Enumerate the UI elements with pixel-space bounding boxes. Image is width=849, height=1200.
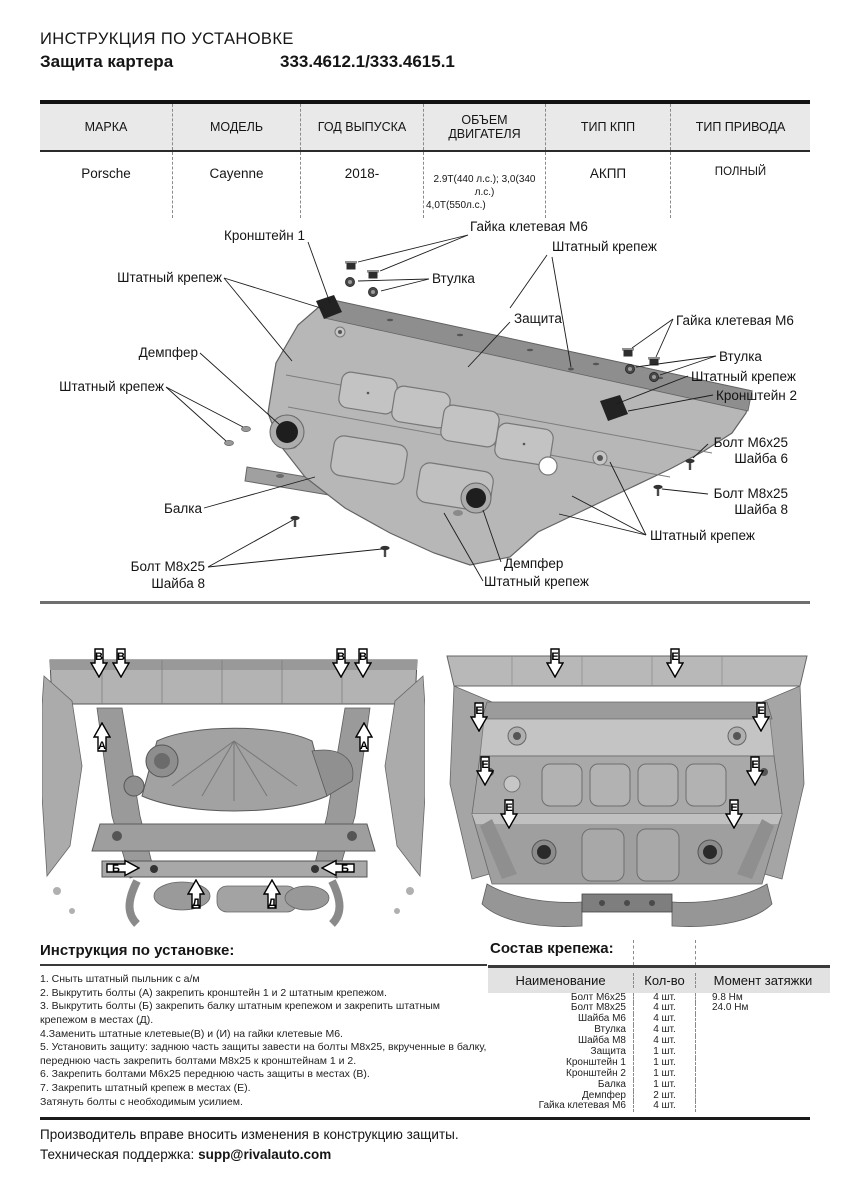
kit-name-cell: Втулка xyxy=(594,1024,626,1036)
bolt-icon xyxy=(380,546,389,557)
marker-letter: Б xyxy=(112,863,120,875)
cage-nut-icon xyxy=(345,261,357,270)
kit-qty-cell: 1 шт. xyxy=(633,1047,695,1058)
marker-letter: В xyxy=(95,651,103,663)
marker-letter: А xyxy=(98,740,106,752)
instruction-step: 1. Сныть штатный пыльник с а/м xyxy=(40,973,200,985)
kit-heading: Состав крепежа: xyxy=(490,940,614,957)
part-numbers: 333.4612.1/333.4615.1 xyxy=(280,52,455,71)
label-bolt-m8x25-left: Болт М8х25 xyxy=(130,559,205,574)
label-shayba-6-right: Шайба 6 xyxy=(734,451,788,466)
kit-qty-cell: 4 шт. xyxy=(633,993,695,1004)
kit-qty-cell: 4 шт. xyxy=(633,1014,695,1025)
kit-title-spacer xyxy=(695,940,830,965)
marker-letter: Е xyxy=(671,651,679,663)
underbody-stock-render xyxy=(42,646,425,928)
marker-letter: В xyxy=(359,651,367,663)
engine-line-2: 4,0Т(550л.с.) xyxy=(426,199,486,211)
kit-torque-cell: 24.0 Нм xyxy=(695,1003,830,1014)
kit-torque-cell xyxy=(695,1101,830,1112)
bushing-icon xyxy=(368,287,377,296)
footer-note: Производитель вправе вносить изменения в конструкцию защиты. xyxy=(40,1127,459,1142)
marker-e-arrow xyxy=(725,799,743,829)
kit-torque-cell: 9.8 Нм xyxy=(695,993,830,1004)
instructions-steps xyxy=(40,973,487,1109)
col-engine: ОБЪЕМ ДВИГАТЕЛЯ xyxy=(423,104,545,150)
instruction-step: Затянуть болты с необходимым усилием. xyxy=(40,1095,243,1108)
kit-name-cell: Балка xyxy=(597,1078,626,1090)
col-transmission: ТИП КПП xyxy=(545,104,670,150)
label-shtatny-right-upper: Штатный крепеж xyxy=(691,369,796,384)
kit-row xyxy=(488,1080,830,1091)
instruction-step: 2. Выкрутить болты (А) закрепить кронштейн 1 и 2 штатным крепежом. xyxy=(40,986,387,999)
marker-letter: А xyxy=(360,740,368,752)
kit-row xyxy=(488,1101,830,1112)
label-shtatny-bottom: Штатный крепеж xyxy=(484,574,589,589)
marker-letter: Е xyxy=(551,651,559,663)
marker-v-arrow xyxy=(90,648,108,678)
marker-letter: Е xyxy=(481,759,489,771)
bolt-icon xyxy=(685,459,694,470)
marker-letter: Д xyxy=(268,897,276,909)
support-label: Техническая поддержка: xyxy=(40,1146,195,1162)
marker-letter: Е xyxy=(757,705,765,717)
label-shtatny-left-lower: Штатный крепеж xyxy=(59,379,164,394)
product-name: Защита картера xyxy=(40,52,174,71)
marker-e-arrow xyxy=(666,648,684,678)
bolt-icon xyxy=(290,516,299,527)
bushing-icon xyxy=(625,364,634,373)
instructions-heading: Инструкция по установке: xyxy=(40,942,487,966)
label-shtatny-right-lower: Штатный крепеж xyxy=(650,528,755,543)
kit-torque-cell xyxy=(695,1091,830,1102)
support-email: supp@rivalauto.com xyxy=(198,1146,332,1162)
marker-letter: Е xyxy=(505,802,513,814)
vehicle-table-header xyxy=(40,104,810,152)
kit-torque-cell xyxy=(695,1025,830,1036)
kit-qty-cell: 1 шт. xyxy=(633,1058,695,1069)
marker-e-arrow xyxy=(746,756,764,786)
instruction-step: 6. Закрепить болтами М6х25 переднюю часть защиты в местах (В). xyxy=(40,1068,370,1081)
marker-e-arrow xyxy=(470,702,488,732)
cell-model: Cayenne xyxy=(172,152,300,218)
col-model: МОДЕЛЬ xyxy=(172,104,300,150)
installation-instructions xyxy=(40,942,487,1109)
exploded-diagram xyxy=(40,215,810,607)
kit-name-cell: Гайка клетевая М6 xyxy=(538,1100,626,1112)
cell-transmission: АКПП xyxy=(545,152,670,218)
cell-year: 2018- xyxy=(300,152,423,218)
label-kronshteyn-2: Кронштейн 2 xyxy=(716,388,797,403)
kit-name-cell: Защита xyxy=(590,1045,626,1057)
marker-v-arrow xyxy=(332,648,350,678)
label-shtatny-left-upper: Штатный крепеж xyxy=(117,270,222,285)
instruction-step: 7. Закрепить штатный крепеж в местах (Е). xyxy=(40,1082,251,1095)
marker-d-arrow xyxy=(263,879,281,909)
kit-torque-cell xyxy=(695,1014,830,1025)
label-zashchita: Защита xyxy=(514,311,562,326)
label-shayba-8-right: Шайба 8 xyxy=(734,502,788,517)
col-brand: МАРКА xyxy=(84,119,128,134)
kit-torque-cell xyxy=(695,1047,830,1058)
label-bolt-m8x25-right: Болт М8х25 xyxy=(713,486,788,501)
cell-engine xyxy=(423,152,545,218)
kit-name-cell: Демпфер xyxy=(582,1089,626,1101)
label-dempfer-left: Демпфер xyxy=(138,345,198,360)
kit-name-cell: Болт М8х25 xyxy=(570,1002,626,1014)
footer xyxy=(40,1125,810,1164)
kit-name-cell: Шайба М6 xyxy=(577,1013,626,1025)
doc-title: ИНСТРУКЦИЯ ПО УСТАНОВКЕ xyxy=(40,30,294,48)
label-kronshteyn-1: Кронштейн 1 xyxy=(224,228,305,243)
kit-col-qty: Кол-во xyxy=(633,973,695,988)
kit-name-cell: Кронштейн 1 xyxy=(566,1056,626,1068)
kit-col-torque: Момент затяжки xyxy=(695,973,830,988)
kit-col-name: Наименование xyxy=(515,972,606,988)
cage-nut-icon xyxy=(367,270,379,279)
label-shayba-8-left: Шайба 8 xyxy=(151,576,205,591)
section-divider xyxy=(40,601,810,604)
kit-torque-cell xyxy=(695,1069,830,1080)
col-year: ГОД ВЫПУСКА xyxy=(300,104,423,150)
kit-name-cell: Кронштейн 2 xyxy=(566,1067,626,1079)
marker-v-arrow xyxy=(354,648,372,678)
cell-drive: ПОЛНЫЙ xyxy=(670,152,810,218)
bushing-icon xyxy=(345,277,354,286)
kit-qty-cell: 1 шт. xyxy=(633,1080,695,1091)
marker-e-arrow xyxy=(752,702,770,732)
marker-e-arrow xyxy=(500,799,518,829)
kit-name-cell: Шайба М8 xyxy=(577,1035,626,1047)
marker-letter: Б xyxy=(341,863,349,875)
marker-e-arrow xyxy=(546,648,564,678)
kit-qty-cell: 4 шт. xyxy=(633,1101,695,1112)
marker-b-arrow xyxy=(321,859,355,877)
kit-name-cell: Болт М6х25 xyxy=(570,991,626,1003)
underbody-installed-render xyxy=(432,644,822,929)
photo-underbody-stock xyxy=(42,646,425,928)
label-balka: Балка xyxy=(164,501,202,516)
label-gayka-m6-right: Гайка клетевая М6 xyxy=(676,313,794,328)
label-vtulka-top: Втулка xyxy=(432,271,475,286)
kit-qty-cell: 4 шт. xyxy=(633,1036,695,1047)
instruction-step: 3. Выкрутить болты (Б) закрепить балку штатным крепежом и закрепить штатным крепежом в местах (Д). xyxy=(40,1000,441,1026)
header xyxy=(40,30,810,74)
cage-nut-icon xyxy=(622,348,634,357)
marker-letter: Е xyxy=(730,802,738,814)
kit-table xyxy=(488,940,830,1112)
kit-qty-cell: 4 шт. xyxy=(633,1025,695,1036)
kit-header-row xyxy=(488,968,830,993)
marker-v-arrow xyxy=(112,648,130,678)
engine-line-1: 2.9Т(440 л.с.); 3,0(340 л.с.) xyxy=(433,173,536,198)
kit-torque-cell xyxy=(695,1036,830,1047)
kit-torque-cell xyxy=(695,1058,830,1069)
marker-a-arrow xyxy=(93,722,111,752)
vehicle-table xyxy=(40,100,810,218)
marker-letter: Д xyxy=(192,897,200,909)
label-bolt-m6x25-right: Болт М6х25 xyxy=(713,435,788,450)
kit-row xyxy=(488,1069,830,1080)
marker-a-arrow xyxy=(355,722,373,752)
kit-qty-cell: 4 шт. xyxy=(633,1003,695,1014)
footer-support-line xyxy=(40,1145,810,1165)
photo-underbody-installed xyxy=(432,644,822,929)
col-drive: ТИП ПРИВОДА xyxy=(670,104,810,150)
marker-letter: В xyxy=(117,651,125,663)
marker-letter: Е xyxy=(475,705,483,717)
bushing-icon xyxy=(649,372,658,381)
label-vtulka-right: Втулка xyxy=(719,349,762,364)
instruction-step: 4.Заменить штатные клетевые(В) и (И) на гайки клетевые М6. xyxy=(40,1027,343,1040)
kit-qty-cell: 2 шт. xyxy=(633,1091,695,1102)
exploded-diagram-drawing xyxy=(40,215,810,607)
footer-divider xyxy=(40,1117,810,1120)
marker-letter: В xyxy=(337,651,345,663)
kit-title-spacer xyxy=(633,940,695,965)
kit-qty-cell: 1 шт. xyxy=(633,1069,695,1080)
vehicle-table-row xyxy=(40,152,810,218)
label-gayka-m6-top: Гайка клетевая М6 xyxy=(470,219,588,234)
label-dempfer-bottom: Демпфер xyxy=(504,556,564,571)
marker-e-arrow xyxy=(476,756,494,786)
label-shtatny-top: Штатный крепеж xyxy=(552,239,657,254)
marker-letter: Е xyxy=(751,759,759,771)
instruction-step: 5. Установить защиту: заднюю часть защиты завести на болты М8х25, вкрученные в балку, переднюю часть закрепить болтами М8х25 к кронштейнам 1 и 2. xyxy=(40,1041,487,1067)
marker-d-arrow xyxy=(187,879,205,909)
product-row xyxy=(40,52,810,74)
marker-b-arrow xyxy=(106,859,140,877)
bolt-icon xyxy=(653,485,662,496)
cell-brand: Porsche xyxy=(81,166,131,181)
kit-title-row xyxy=(488,940,830,965)
kit-torque-cell xyxy=(695,1080,830,1091)
